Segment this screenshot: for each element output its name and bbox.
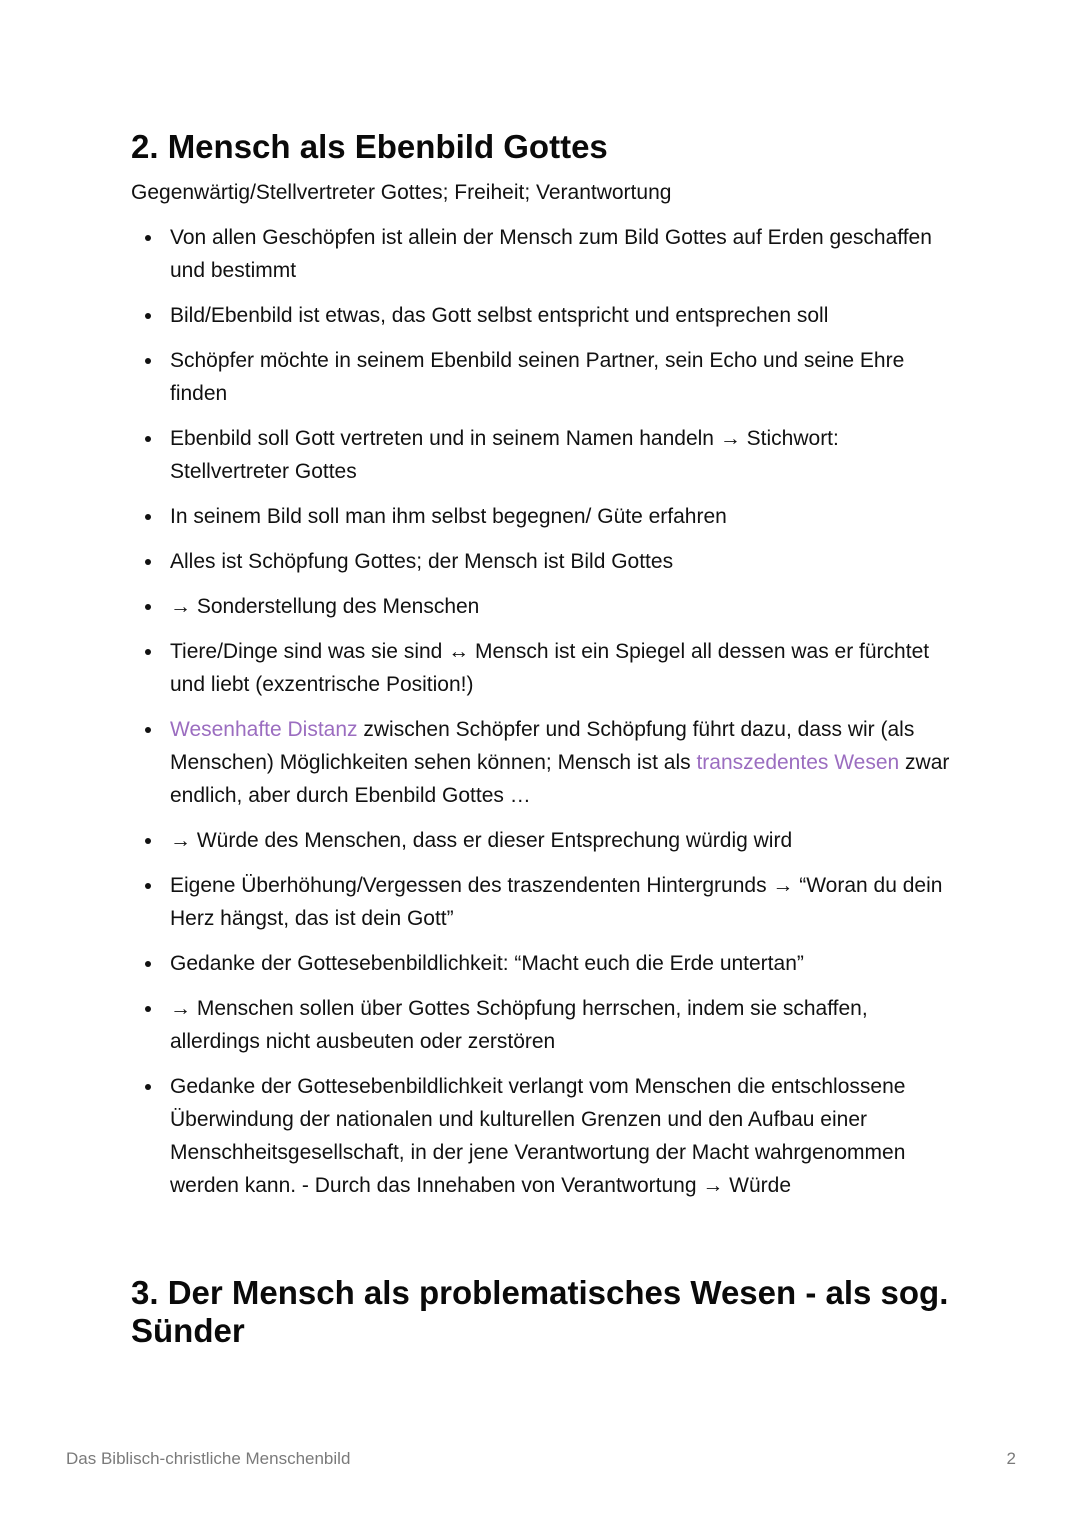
list-item-text: Bild/Ebenbild ist etwas, das Gott selbst entspricht und entsprechen soll	[170, 304, 829, 327]
list-item-text: Ebenbild soll Gott vertreten und in seinem Namen handeln → Stichwort: Stellvertreter Gottes	[170, 427, 839, 483]
bullet-dot-icon	[145, 604, 151, 610]
bullet-dot-icon	[145, 235, 151, 241]
bullet-dot-icon	[145, 358, 151, 364]
bullet-dot-icon	[145, 313, 151, 319]
bullet-dot-icon	[145, 1006, 151, 1012]
section-2-subtitle: Gegenwärtig/Stellvertreter Gottes; Freiheit; Verantwortung	[131, 181, 672, 204]
list-item	[131, 869, 951, 935]
list-item-text: → Würde des Menschen, dass er dieser Entsprechung würdig wird	[170, 829, 793, 852]
list-item-text: Schöpfer möchte in seinem Ebenbild seinen Partner, sein Echo und seine Ehre finden	[170, 349, 905, 405]
footer-document-title: Das Biblisch-christliche Menschenbild	[66, 1449, 351, 1468]
list-item-text: In seinem Bild soll man ihm selbst begegnen/ Güte erfahren	[170, 505, 727, 528]
highlighted-term: Wesenhafte Distanz	[170, 718, 358, 741]
list-item	[131, 500, 951, 533]
list-item	[131, 422, 951, 488]
list-item-text: zwar endlich, aber durch Ebenbild Gottes …	[170, 751, 950, 807]
list-item-text: Von allen Geschöpfen ist allein der Mensch zum Bild Gottes auf Erden geschaffen und bestimmt	[170, 226, 932, 282]
footer-page-number: 2	[1006, 1449, 1016, 1468]
bullet-dot-icon	[145, 649, 151, 655]
bullet-dot-icon	[145, 727, 151, 733]
list-item-text: Tiere/Dinge sind was sie sind ↔ Mensch ist ein Spiegel all dessen was er fürchtet und liebt (exzentrische Position!)	[170, 640, 930, 696]
bullet-dot-icon	[145, 883, 151, 889]
page-content	[131, 128, 951, 1350]
list-item-text: Gedanke der Gottesebenbildlichkeit verlangt vom Menschen die entschlossene Überwindung der nationalen und kulturellen Grenzen und den Aufbau einer Menschheitsgesellschaft, in der jene Verantwortung der Macht wahrgenommen werden kann. - Durch das Innehaben von Verantwortung → Würde	[170, 1075, 906, 1197]
list-item-text: zwischen Schöpfer und Schöpfung führt dazu, dass wir (als Menschen) Möglichkeiten sehen können; Mensch ist als	[170, 718, 915, 774]
list-item-text: Gedanke der Gottesebenbildlichkeit: “Macht euch die Erde untertan”	[170, 952, 804, 975]
section-3-heading: 3. Der Mensch als problematisches Wesen - als sog. Sünder	[131, 1274, 949, 1349]
bullet-dot-icon	[145, 961, 151, 967]
bullet-dot-icon	[145, 436, 151, 442]
highlighted-term: transzedentes Wesen	[696, 751, 900, 774]
list-item	[131, 545, 951, 578]
list-item-text: → Sonderstellung des Menschen	[170, 595, 480, 618]
bullet-dot-icon	[145, 838, 151, 844]
list-item-text: Alles ist Schöpfung Gottes; der Mensch ist Bild Gottes	[170, 550, 674, 573]
list-item-text: → Menschen sollen über Gottes Schöpfung herrschen, indem sie schaffen, allerdings nicht ausbeuten oder zerstören	[170, 997, 868, 1053]
list-item	[131, 590, 951, 623]
list-item	[131, 635, 951, 701]
list-item	[131, 344, 951, 410]
list-item	[131, 713, 951, 812]
section-2-heading: 2. Mensch als Ebenbild Gottes	[131, 128, 608, 165]
list-item	[131, 1070, 951, 1202]
list-item	[131, 824, 951, 857]
list-item	[131, 947, 951, 980]
list-item	[131, 992, 951, 1058]
list-item	[131, 221, 951, 287]
list-item-text: Eigene Überhöhung/Vergessen des traszendenten Hintergrunds → “Woran du dein Herz hängst, das ist dein Gott”	[170, 874, 943, 930]
section-2-bullet-list	[131, 221, 951, 1202]
bullet-dot-icon	[145, 559, 151, 565]
bullet-dot-icon	[145, 1084, 151, 1090]
list-item	[131, 299, 951, 332]
bullet-dot-icon	[145, 514, 151, 520]
